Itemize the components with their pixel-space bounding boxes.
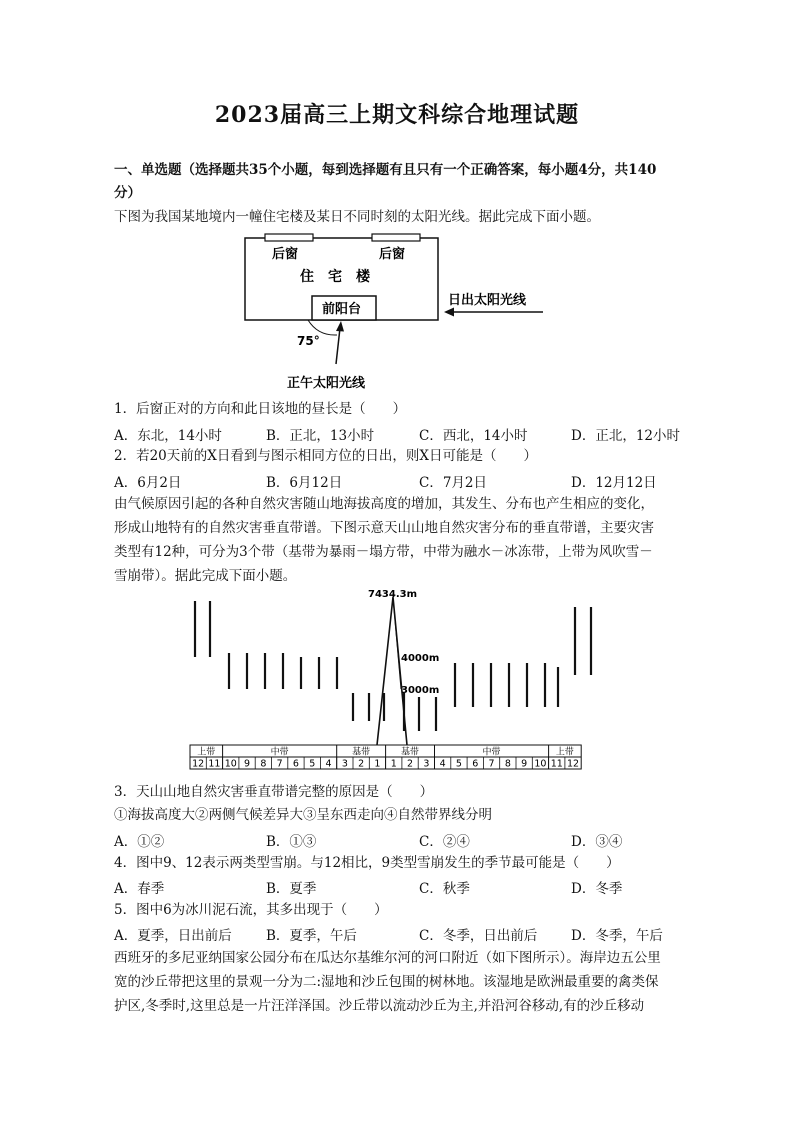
h3000-label: 3000m	[401, 685, 440, 696]
hazard-bars	[195, 601, 591, 731]
zone-label-0: 上带	[197, 747, 216, 758]
angle-label: 75°	[297, 334, 320, 348]
question-5-stem: 5．图中6为冰川泥石流，其多出现于（ ）	[114, 902, 388, 918]
band-number: 1	[390, 758, 397, 770]
zone-label-4: 中带	[482, 747, 501, 758]
noon-ray	[336, 328, 340, 364]
band-number: 5	[309, 758, 316, 770]
band-number: 10	[534, 758, 547, 770]
q5-option-b: B．夏季，午后	[266, 928, 357, 944]
band-number: 1	[374, 758, 381, 770]
q1-option-c: C．西北，14小时	[419, 428, 528, 444]
q1-option-b: B．正北，13小时	[266, 428, 375, 444]
rear-window-right	[372, 234, 420, 241]
zone-label-1: 中带	[270, 747, 289, 758]
band-number: 5	[455, 758, 462, 770]
rear-window-left	[265, 234, 313, 241]
mountain-ridge	[393, 597, 401, 689]
band-number: 3	[341, 758, 348, 770]
sunrise-label: 日出太阳光线	[448, 293, 527, 308]
band-number: 9	[244, 758, 251, 770]
q3-option-a: A．①②	[114, 834, 165, 850]
band-number: 11	[208, 758, 221, 770]
band-number: 8	[260, 758, 267, 770]
zone-label-2: 基带	[352, 747, 371, 758]
question-2-stem: 2．若20天前的X日看到与图示相同方位的日出，则X日可能是（ ）	[114, 448, 537, 464]
band-number: 9	[521, 758, 528, 770]
q3-statements: ①海拔高度大②两侧气候差异大③呈东西走向④自然带界线分明	[114, 807, 492, 823]
intro-passage-3-line3: 护区,冬季时,这里总是一片汪洋泽国。沙丘带以流动沙丘为主,并沿河谷移动,有的沙丘移动	[114, 998, 645, 1014]
building-diagram	[240, 230, 560, 395]
band-number: 4	[439, 758, 446, 770]
intro-passage-3-line1: 西班牙的多尼亚纳国家公园分布在瓜达尔基维尔河的河口附近（如下图所示）。海岸边五公里	[114, 950, 661, 966]
q4-option-a: A．春季	[114, 881, 165, 897]
mountain-outline	[377, 597, 407, 745]
band-number: 8	[504, 758, 511, 770]
q3-option-b: B．①③	[266, 834, 317, 850]
q3-option-d: D．③④	[571, 834, 623, 850]
band-number: 3	[423, 758, 430, 770]
section-heading-line1: 一、单选题（选择题共35个小题，每到选择题有且只有一个正确答案，每小题4分，共140	[114, 162, 657, 178]
window-right-label: 后窗	[379, 247, 406, 262]
band-number: 2	[407, 758, 414, 770]
q1-option-d: D．正北，12小时	[571, 428, 681, 444]
intro-passage-2-line2: 形成山地特有的自然灾害垂直带谱。下图示意天山山地自然灾害分布的垂直带谱，主要灾害	[114, 520, 654, 536]
q2-option-a: A．6月2日	[114, 475, 182, 491]
sunrise-arrowhead	[444, 308, 454, 317]
intro-passage-1: 下图为我国某地境内一幢住宅楼及某日不同时刻的太阳光线。据此完成下面小题。	[114, 209, 600, 225]
q4-option-d: D．冬季	[571, 881, 623, 897]
q4-option-b: B．夏季	[266, 881, 317, 897]
page-title: 2023届高三上期文科综合地理试题	[214, 102, 580, 128]
intro-passage-2-line3: 类型有12种，可分为3个带（基带为暴雨－塌方带，中带为融水－冰冻带，上带为风吹雪－	[114, 544, 653, 560]
q4-option-c: C．秋季	[419, 881, 470, 897]
h4000-label: 4000m	[401, 653, 440, 664]
band-number: 4	[325, 758, 332, 770]
q2-option-c: C．7月2日	[419, 475, 488, 491]
building-label: 住 宅 楼	[300, 269, 370, 285]
q2-option-d: D．12月12日	[571, 475, 657, 491]
question-3-stem: 3．天山山地自然灾害垂直带谱完整的原因是（ ）	[114, 784, 434, 800]
question-1-stem: 1．后窗正对的方向和此日该地的昼长是（ ）	[114, 401, 407, 417]
band-number: 7	[276, 758, 283, 770]
noon-label: 正午太阳光线	[287, 376, 366, 391]
band-number: 6	[292, 758, 299, 770]
hazard-spectrum-diagram	[185, 585, 605, 775]
window-left-label: 后窗	[272, 247, 299, 262]
question-4-stem: 4．图中9、12表示两类型雪崩。与12相比，9类型雪崩发生的季节最可能是（ ）	[114, 855, 620, 871]
band-number: 11	[550, 758, 563, 770]
intro-passage-3-line2: 宽的沙丘带把这里的景观一分为二:湿地和沙丘包围的树林地。该湿地是欧洲最重要的禽类保	[114, 974, 659, 990]
intro-passage-2-line4: 雪崩带）。据此完成下面小题。	[114, 568, 297, 584]
band-number: 12	[192, 758, 205, 770]
q3-option-c: C．②④	[419, 834, 470, 850]
balcony-label: 前阳台	[322, 302, 362, 317]
band-number: 7	[488, 758, 495, 770]
angle-arc	[308, 320, 337, 335]
q2-option-b: B．6月12日	[266, 475, 343, 491]
q5-option-d: D．冬季，午后	[571, 928, 663, 944]
band-number: 6	[472, 758, 479, 770]
q5-option-c: C．冬季，日出前后	[419, 928, 538, 944]
section-heading-line2: 分）	[114, 185, 141, 201]
band-number: 10	[224, 758, 237, 770]
zone-label-5: 上带	[555, 747, 574, 758]
band-number: 2	[358, 758, 365, 770]
q5-option-a: A．夏季，日出前后	[114, 928, 232, 944]
zone-label-3: 基带	[401, 747, 420, 758]
noon-arrowhead	[336, 321, 344, 332]
intro-passage-2-line1: 由气候原因引起的各种自然灾害随山地海拔高度的增加，其发生、分布也产生相应的变化，	[114, 496, 654, 512]
band-number: 12	[567, 758, 580, 770]
peak-label: 7434.3m	[368, 589, 418, 600]
q1-option-a: A．东北，14小时	[114, 428, 222, 444]
